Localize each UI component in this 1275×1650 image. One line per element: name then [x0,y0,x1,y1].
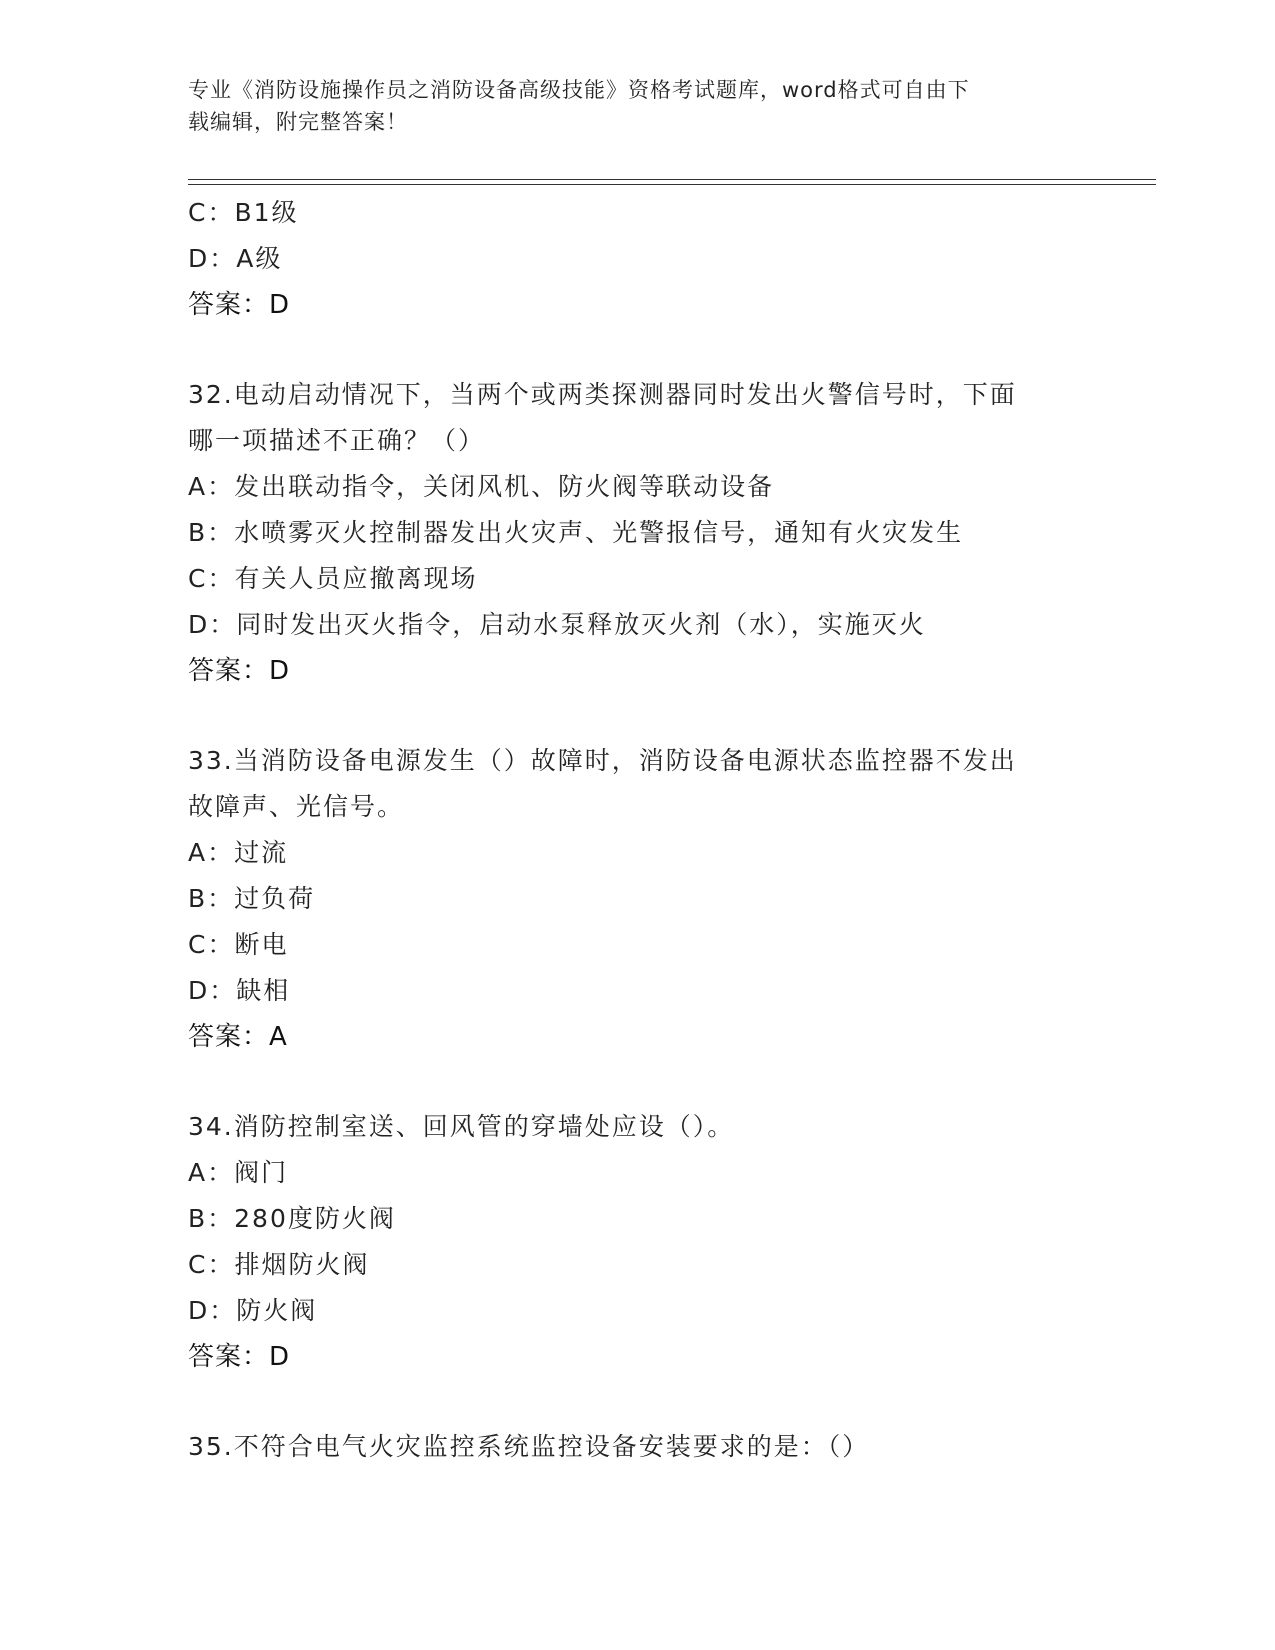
header-line-2: 载编辑，附完整答案！ [188,110,408,134]
question-32 [188,372,1088,694]
answer: 答案：D [188,656,291,686]
question-stem-continued: 哪一项描述不正确？（） [188,426,486,455]
question-33 [188,738,1088,1060]
question-stem: 34.消防控制室送、回风管的穿墙处应设（）。 [188,1112,735,1141]
question-list [188,190,1088,1470]
question-31-tail [188,190,1088,328]
option-a: A：阀门 [188,1158,289,1187]
header-divider-bottom [188,184,1156,185]
option-d: D：防火阀 [188,1296,318,1325]
option-b: B：280度防火阀 [188,1204,396,1233]
option-c: C：断电 [188,930,289,959]
question-stem: 33.当消防设备电源发生（）故障时，消防设备电源状态监控器不发出 [188,746,1017,775]
header-divider-top [188,179,1156,180]
answer: 答案：A [188,1022,288,1052]
answer: 答案：D [188,1342,291,1372]
option-c: C：B1级 [188,198,299,227]
question-stem: 35.不符合电气火灾监控系统监控设备安装要求的是：（） [188,1432,870,1461]
option-d: D：A级 [188,244,283,273]
question-34 [188,1104,1088,1380]
question-stem: 32.电动启动情况下，当两个或两类探测器同时发出火警信号时，下面 [188,380,1017,409]
header-line-1: 专业《消防设施操作员之消防设备高级技能》资格考试题库，word格式可自由下 [188,78,970,102]
option-b: B：过负荷 [188,884,316,913]
option-c: C：有关人员应撤离现场 [188,564,478,593]
answer: 答案：D [188,290,291,320]
question-35 [188,1424,1088,1470]
option-c: C：排烟防火阀 [188,1250,370,1279]
option-a: A：过流 [188,838,289,867]
document-header [188,74,1068,138]
option-a: A：发出联动指令，关闭风机、防火阀等联动设备 [188,472,775,501]
question-stem-continued: 故障声、光信号。 [188,792,405,821]
option-b: B：水喷雾灭火控制器发出火灾声、光警报信号，通知有火灾发生 [188,518,964,547]
option-d: D：缺相 [188,976,291,1005]
option-d: D：同时发出灭火指令，启动水泵释放灭火剂（水），实施灭火 [188,610,926,639]
